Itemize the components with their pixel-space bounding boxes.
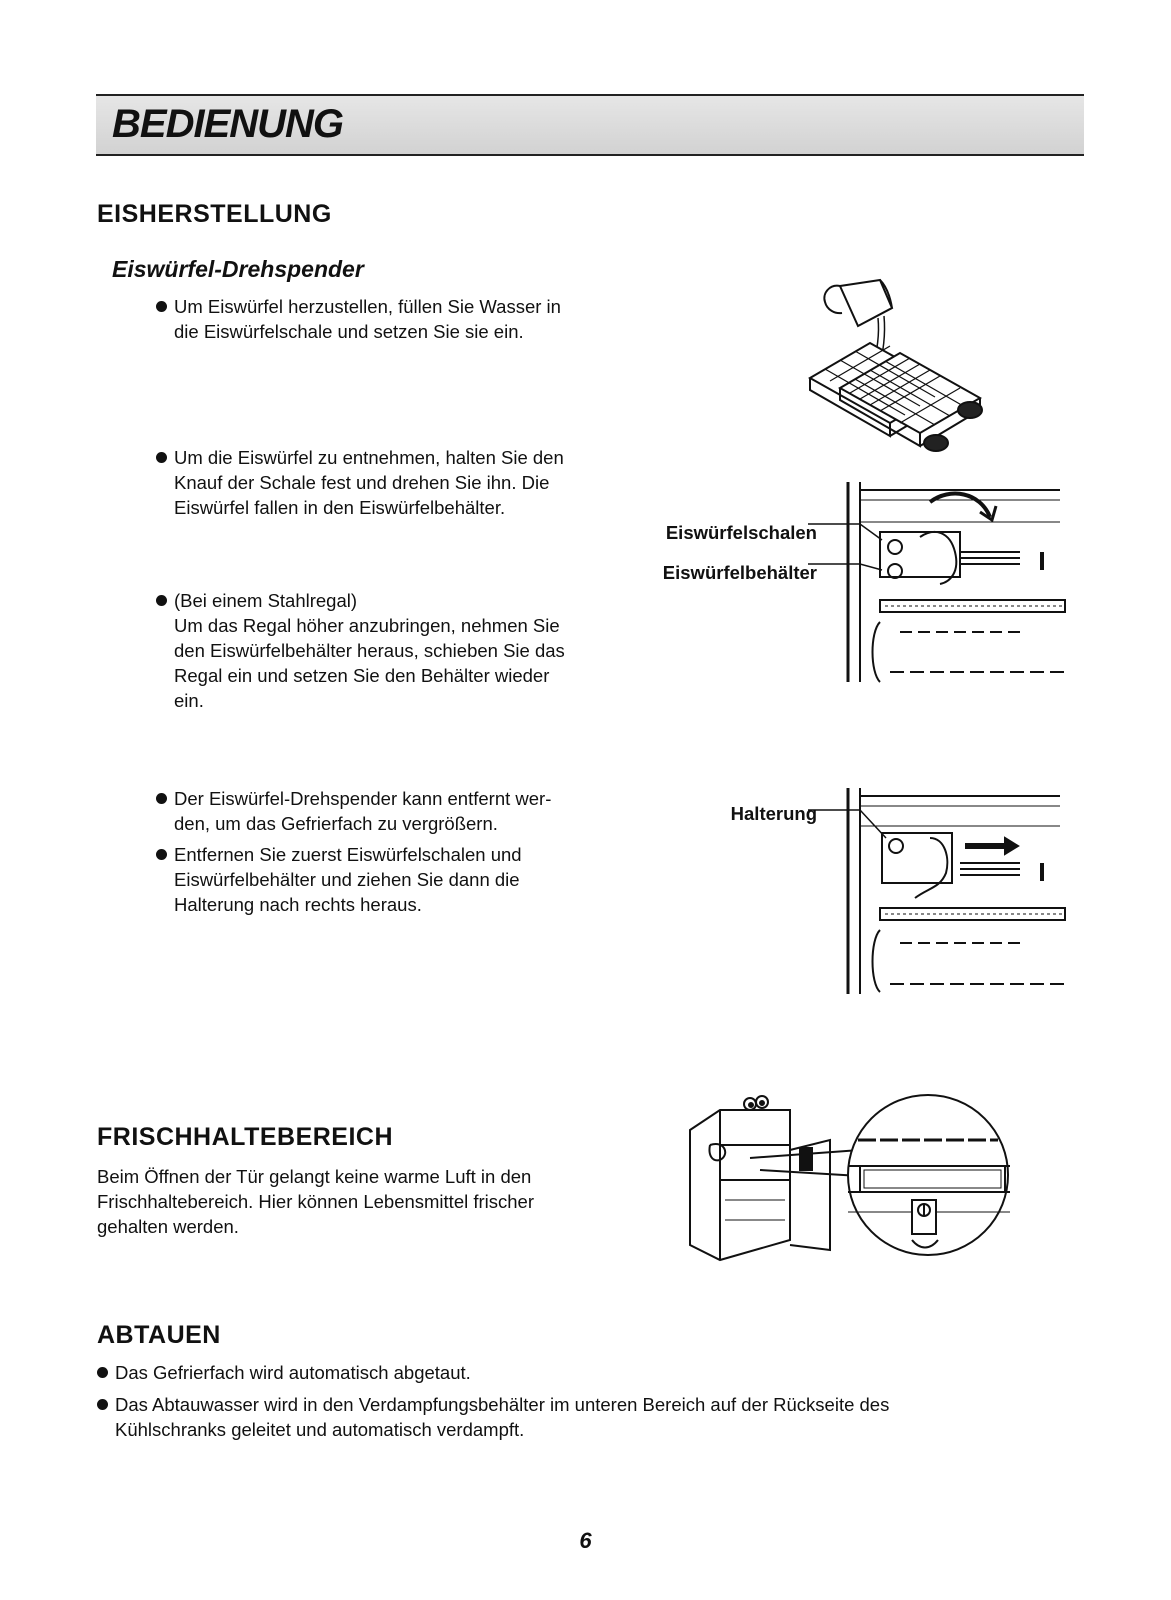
bullet-text: Um Eiswürfel herzustellen, füllen Sie Wasser in die Eiswürfelschale und setzen Sie sie ein. [174, 296, 561, 342]
ice-bullet-5 [156, 842, 626, 917]
label-ice-trays: Eiswürfelschalen [665, 522, 817, 543]
bullet-text: (Bei einem Stahlregal) Um das Regal höher anzubringen, nehmen Sie den Eiswürfelbehälter heraus, schieben Sie das Regal ein und setzen Sie den Behälter wieder ein. [174, 590, 565, 711]
bullet-dot [156, 793, 167, 804]
freezer-trays-illustration [820, 482, 1070, 688]
fresh-zone-illustration [680, 1100, 1100, 1280]
defrost-bullet-2 [97, 1392, 1097, 1442]
bullet-text: Der Eiswürfel-Drehspender kann entfernt wer- den, um das Gefrierfach zu vergrößern. [174, 788, 552, 834]
ice-bullet-2 [156, 445, 626, 520]
bullet-dot [97, 1367, 108, 1378]
label-holder: Halterung [730, 803, 817, 824]
ice-heading: EISHERSTELLUNG [97, 200, 332, 228]
page-number: 6 [579, 1528, 592, 1553]
ice-subheading: Eiswürfel-Drehspender [112, 256, 364, 282]
fresh-heading: FRISCHHALTEBEREICH [97, 1123, 394, 1151]
holder-removal-illustration [820, 788, 1070, 998]
ice-bullet-3 [156, 588, 626, 713]
ice-bullet-4 [156, 786, 626, 836]
fresh-text: Beim Öffnen der Tür gelangt keine warme Luft in den Frischhaltebereich. Hier können Lebensmittel frischer gehalten werden. [97, 1166, 535, 1237]
defrost-bullet-1 [97, 1360, 1097, 1385]
ice-bullet-1 [156, 294, 626, 344]
bullet-dot [156, 452, 167, 463]
label-ice-bin: Eiswürfelbehälter [662, 562, 817, 583]
page-title: BEDIENUNG [112, 102, 344, 146]
bullet-dot [156, 849, 167, 860]
defrost-heading: ABTAUEN [97, 1321, 221, 1349]
bullet-text: Das Abtauwasser wird in den Verdampfungsbehälter im unteren Bereich auf der Rückseite des Kühlschranks geleitet und automatisch verdampft. [115, 1394, 890, 1440]
bullet-text: Um die Eiswürfel zu entnehmen, halten Sie den Knauf der Schale fest und drehen Sie ihn. Die Eiswürfel fallen in den Eiswürfelbehälter. [174, 447, 564, 518]
ice-tray-illustration [800, 278, 1000, 463]
bullet-dot [97, 1399, 108, 1410]
bullet-dot [156, 301, 167, 312]
bullet-dot [156, 595, 167, 606]
bullet-text: Das Gefrierfach wird automatisch abgetaut. [115, 1362, 471, 1383]
bullet-text: Entfernen Sie zuerst Eiswürfelschalen und Eiswürfelbehälter und ziehen Sie dann die Halterung nach rechts heraus. [174, 844, 522, 915]
